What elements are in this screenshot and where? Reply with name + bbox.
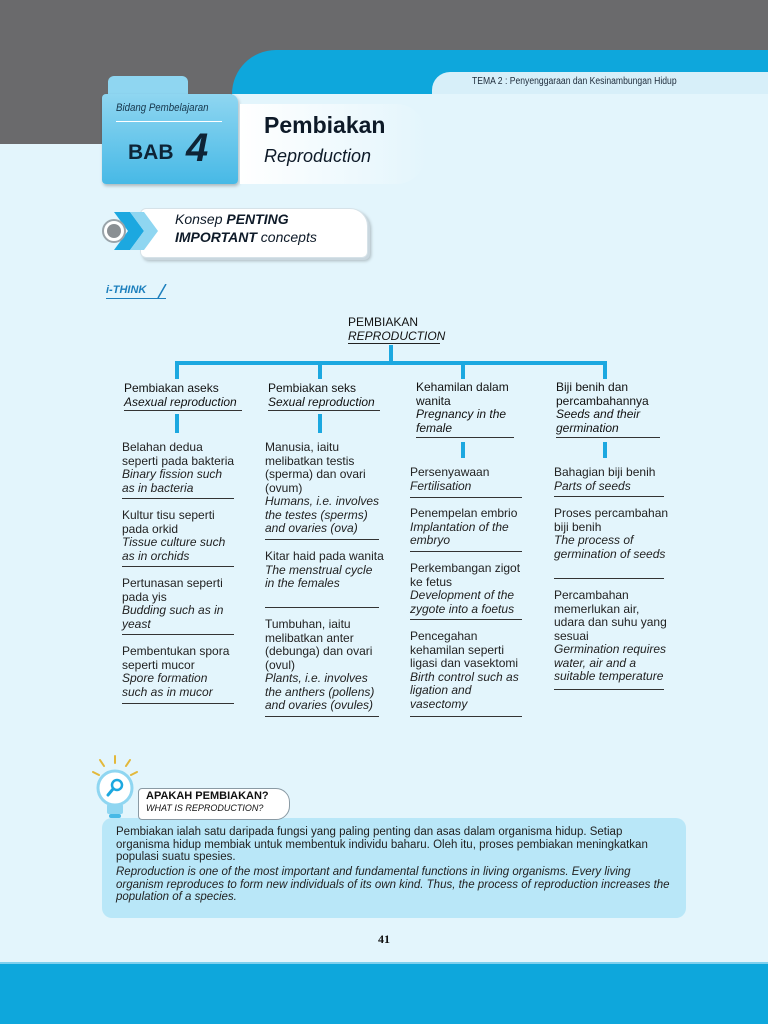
item-underline (122, 703, 234, 704)
map-root-underline (348, 343, 440, 344)
list-item: Tumbuhan, iaitu melibatkan anter (debunga) dan ovari (ovul) Plants, i.e. involves the anthers (pollens) and ovaries (ovules) (265, 617, 375, 712)
item-underline (410, 716, 522, 717)
list-item: Bahagian biji benih Parts of seeds (554, 465, 656, 493)
theme-title: TEMA 2 : Penyenggaraan dan Kesinambungan Hidup (472, 76, 677, 87)
list-item: Proses percambahan biji benih The process of germination of seeds (554, 506, 669, 561)
list-item: Pembentukan spora seperti mucor Spore formation such as in mucor (122, 644, 230, 699)
branch-underline (416, 437, 514, 438)
tab-divider (116, 121, 222, 122)
ithink-label: i-THINK (106, 284, 147, 296)
list-item: Kultur tisu seperti pada orkid Tissue culture such as in orchids (122, 508, 226, 563)
item-underline (122, 566, 234, 567)
item-underline (265, 607, 379, 608)
branch-head-pregnancy: Kehamilan dalam wanita Pregnancy in the female (416, 380, 509, 435)
list-item: Pencegahan kehamilan seperti ligasi dan vasektomi Birth control such as ligation and vasectomy (410, 629, 519, 711)
list-item: Perkembangan zigot ke fetus Development of the zygote into a foetus (410, 561, 521, 616)
item-underline (265, 539, 379, 540)
branch-underline (556, 437, 660, 438)
list-item: Manusia, iaitu melibatkan testis (sperma) dan ovari (ovum) Humans, i.e. involves the testes (sperms) and ovaries (ova) (265, 440, 380, 535)
branch-head-asexual: Pembiakan aseks Asexual reproduction (124, 381, 237, 409)
field-label: Bidang Pembelajaran (116, 102, 209, 114)
list-item: Percambahan memerlukan air, udara dan suhu yang sesuai Germination requires water, air and a suitable temperature (554, 588, 667, 683)
item-underline (410, 551, 522, 552)
map-root-title: PEMBIAKAN (348, 315, 419, 329)
item-underline (122, 634, 234, 635)
connector-down-2 (318, 414, 322, 433)
connector-branch-3 (461, 361, 465, 379)
concepts-title-bm: Konsep PENTING (175, 211, 289, 227)
connector-horizontal (175, 361, 607, 365)
item-underline (554, 689, 664, 690)
connector-root (389, 345, 393, 362)
list-item: Pertunasan seperti pada yis Budding such as in yeast (122, 576, 224, 631)
list-item: Belahan dedua seperti pada bakteria Binary fission such as in bacteria (122, 440, 235, 495)
chapter-word: BAB (128, 141, 174, 164)
list-item: Penempelan embrio Implantation of the embryo (410, 506, 518, 547)
connector-branch-2 (318, 361, 322, 379)
question-subtitle: WHAT IS REPRODUCTION? (146, 803, 264, 813)
connector-down-3 (461, 442, 465, 458)
branch-underline (268, 410, 380, 411)
chapter-title: Pembiakan (264, 112, 386, 138)
question-title: APAKAH PEMBIAKAN? (146, 790, 269, 802)
connector-down-1 (175, 414, 179, 433)
concepts-title-en: IMPORTANT concepts (175, 229, 317, 245)
item-underline (410, 497, 522, 498)
item-underline (554, 578, 664, 579)
page-number: 41 (378, 932, 390, 946)
branch-head-sexual: Pembiakan seks Sexual reproduction (268, 381, 375, 409)
chapter-subtitle: Reproduction (264, 146, 372, 166)
footer-band (0, 964, 768, 1024)
ithink-slash-icon (156, 284, 168, 298)
item-underline (265, 716, 379, 717)
list-item: Kitar haid pada wanita The menstrual cycle in the females (265, 549, 384, 590)
map-root-subtitle: REPRODUCTION (348, 329, 446, 343)
connector-branch-1 (175, 361, 179, 379)
branch-underline (124, 410, 242, 411)
light-bulb-icon (90, 754, 140, 824)
item-underline (554, 496, 664, 497)
branch-head-seeds: Biji benih dan percambahannya Seeds and their germination (556, 380, 649, 435)
answer-text-en: Reproduction is one of the most important and fundamental functions in living organisms. Every living organism reproduces to form new individuals of its own kind. Thus, the process of reproduction increases the population of a species. (116, 866, 670, 903)
double-chevron-icon (100, 206, 164, 256)
list-item: Persenyawaan Fertilisation (410, 465, 490, 493)
item-underline (410, 619, 522, 620)
item-underline (122, 498, 234, 499)
ithink-underline (106, 298, 166, 299)
connector-branch-4 (603, 361, 607, 379)
chapter-number: 4 (186, 126, 209, 170)
connector-down-4 (603, 442, 607, 458)
answer-text-bm: Pembiakan ialah satu daripada fungsi yang paling penting dan asas dalam organisma hidup. Setiap organisma hidup membiak untuk membentuk individu baharu. Oleh itu, proses pembiakan meningkatkan populasi suatu spesies. (116, 826, 648, 863)
